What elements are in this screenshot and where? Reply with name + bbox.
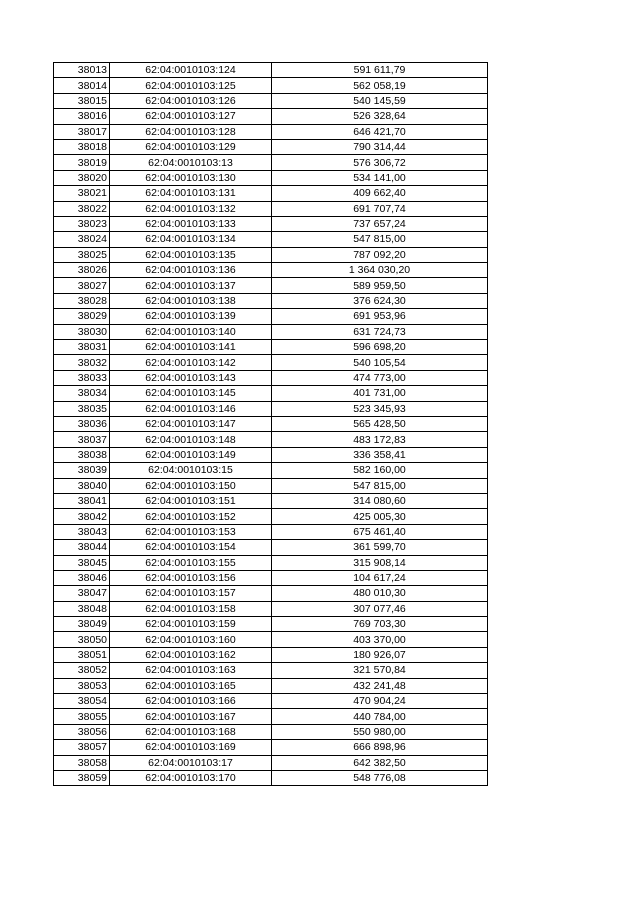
cadastral-number-cell: 62:04:0010103:147 <box>110 416 272 431</box>
cadastral-number-cell: 62:04:0010103:142 <box>110 355 272 370</box>
cadastral-number-cell: 62:04:0010103:151 <box>110 493 272 508</box>
cadastral-number-cell: 62:04:0010103:156 <box>110 570 272 585</box>
cadastral-number-cell: 62:04:0010103:136 <box>110 263 272 278</box>
row-number-cell: 38018 <box>54 139 110 154</box>
cadastral-value-cell: 523 345,93 <box>272 401 488 416</box>
cadastral-value-cell: 540 145,59 <box>272 93 488 108</box>
table-row <box>54 324 488 339</box>
cadastral-value-cell: 321 570,84 <box>272 663 488 678</box>
cadastral-value-cell: 576 306,72 <box>272 155 488 170</box>
document-page <box>53 62 487 786</box>
cadastral-value-cell: 483 172,83 <box>272 432 488 447</box>
cadastral-number-cell: 62:04:0010103:134 <box>110 232 272 247</box>
table-row <box>54 170 488 185</box>
row-number-cell: 38025 <box>54 247 110 262</box>
cadastral-value-cell: 336 358,41 <box>272 447 488 462</box>
cadastral-number-cell: 62:04:0010103:168 <box>110 724 272 739</box>
cadastral-number-cell: 62:04:0010103:166 <box>110 694 272 709</box>
cadastral-value-cell: 401 731,00 <box>272 386 488 401</box>
table-row <box>54 232 488 247</box>
table-row <box>54 186 488 201</box>
row-number-cell: 38044 <box>54 540 110 555</box>
table-row <box>54 540 488 555</box>
cadastral-value-cell: 540 105,54 <box>272 355 488 370</box>
row-number-cell: 38015 <box>54 93 110 108</box>
cadastral-value-cell: 787 092,20 <box>272 247 488 262</box>
cadastral-number-cell: 62:04:0010103:137 <box>110 278 272 293</box>
cadastral-number-cell: 62:04:0010103:124 <box>110 63 272 78</box>
row-number-cell: 38043 <box>54 524 110 539</box>
cadastral-value-cell: 596 698,20 <box>272 340 488 355</box>
row-number-cell: 38017 <box>54 124 110 139</box>
cadastral-value-cell: 550 980,00 <box>272 724 488 739</box>
cadastral-number-cell: 62:04:0010103:148 <box>110 432 272 447</box>
row-number-cell: 38036 <box>54 416 110 431</box>
table-row <box>54 416 488 431</box>
table-row <box>54 93 488 108</box>
cadastral-value-cell: 675 461,40 <box>272 524 488 539</box>
cadastral-number-cell: 62:04:0010103:145 <box>110 386 272 401</box>
cadastral-value-cell: 737 657,24 <box>272 216 488 231</box>
cadastral-number-cell: 62:04:0010103:129 <box>110 139 272 154</box>
row-number-cell: 38035 <box>54 401 110 416</box>
cadastral-number-cell: 62:04:0010103:15 <box>110 463 272 478</box>
row-number-cell: 38053 <box>54 678 110 693</box>
cadastral-value-cell: 440 784,00 <box>272 709 488 724</box>
cadastral-number-cell: 62:04:0010103:155 <box>110 555 272 570</box>
table-row <box>54 263 488 278</box>
row-number-cell: 38038 <box>54 447 110 462</box>
row-number-cell: 38054 <box>54 694 110 709</box>
cadastral-number-cell: 62:04:0010103:162 <box>110 647 272 662</box>
table-row <box>54 663 488 678</box>
cadastral-number-cell: 62:04:0010103:135 <box>110 247 272 262</box>
row-number-cell: 38050 <box>54 632 110 647</box>
table-row <box>54 632 488 647</box>
cadastral-number-cell: 62:04:0010103:152 <box>110 509 272 524</box>
cadastral-value-cell: 470 904,24 <box>272 694 488 709</box>
row-number-cell: 38056 <box>54 724 110 739</box>
cadastral-value-cell: 790 314,44 <box>272 139 488 154</box>
cadastral-value-cell: 1 364 030,20 <box>272 263 488 278</box>
row-number-cell: 38016 <box>54 109 110 124</box>
cadastral-number-cell: 62:04:0010103:159 <box>110 617 272 632</box>
row-number-cell: 38033 <box>54 370 110 385</box>
cadastral-value-cell: 631 724,73 <box>272 324 488 339</box>
row-number-cell: 38055 <box>54 709 110 724</box>
table-row <box>54 370 488 385</box>
cadastral-number-cell: 62:04:0010103:153 <box>110 524 272 539</box>
table-row <box>54 755 488 770</box>
cadastral-value-cell: 104 617,24 <box>272 570 488 585</box>
cadastral-value-cell: 361 599,70 <box>272 540 488 555</box>
table-row <box>54 678 488 693</box>
row-number-cell: 38041 <box>54 493 110 508</box>
cadastral-value-cell: 548 776,08 <box>272 770 488 785</box>
cadastral-number-cell: 62:04:0010103:17 <box>110 755 272 770</box>
cadastral-value-cell: 403 370,00 <box>272 632 488 647</box>
cadastral-number-cell: 62:04:0010103:127 <box>110 109 272 124</box>
cadastral-value-cell: 565 428,50 <box>272 416 488 431</box>
row-number-cell: 38037 <box>54 432 110 447</box>
cadastral-value-cell: 376 624,30 <box>272 293 488 308</box>
cadastral-number-cell: 62:04:0010103:133 <box>110 216 272 231</box>
table-row <box>54 617 488 632</box>
row-number-cell: 38020 <box>54 170 110 185</box>
table-row <box>54 247 488 262</box>
cadastral-value-cell: 315 908,14 <box>272 555 488 570</box>
table-row <box>54 293 488 308</box>
cadastral-value-cell: 180 926,07 <box>272 647 488 662</box>
row-number-cell: 38049 <box>54 617 110 632</box>
cadastral-value-cell: 480 010,30 <box>272 586 488 601</box>
cadastral-number-cell: 62:04:0010103:13 <box>110 155 272 170</box>
row-number-cell: 38039 <box>54 463 110 478</box>
row-number-cell: 38042 <box>54 509 110 524</box>
table-row <box>54 524 488 539</box>
row-number-cell: 38031 <box>54 340 110 355</box>
cadastral-number-cell: 62:04:0010103:130 <box>110 170 272 185</box>
cadastral-value-table <box>53 62 488 786</box>
table-row <box>54 509 488 524</box>
cadastral-value-cell: 646 421,70 <box>272 124 488 139</box>
table-row <box>54 355 488 370</box>
table-row <box>54 647 488 662</box>
cadastral-value-cell: 314 080,60 <box>272 493 488 508</box>
table-row <box>54 586 488 601</box>
cadastral-value-cell: 432 241,48 <box>272 678 488 693</box>
table-row <box>54 278 488 293</box>
cadastral-number-cell: 62:04:0010103:138 <box>110 293 272 308</box>
row-number-cell: 38029 <box>54 309 110 324</box>
cadastral-value-cell: 409 662,40 <box>272 186 488 201</box>
cadastral-value-cell: 547 815,00 <box>272 478 488 493</box>
table-row <box>54 555 488 570</box>
cadastral-value-cell: 589 959,50 <box>272 278 488 293</box>
cadastral-number-cell: 62:04:0010103:143 <box>110 370 272 385</box>
cadastral-number-cell: 62:04:0010103:167 <box>110 709 272 724</box>
cadastral-value-cell: 591 611,79 <box>272 63 488 78</box>
cadastral-number-cell: 62:04:0010103:126 <box>110 93 272 108</box>
cadastral-number-cell: 62:04:0010103:141 <box>110 340 272 355</box>
row-number-cell: 38024 <box>54 232 110 247</box>
cadastral-number-cell: 62:04:0010103:149 <box>110 447 272 462</box>
cadastral-number-cell: 62:04:0010103:150 <box>110 478 272 493</box>
cadastral-value-cell: 666 898,96 <box>272 740 488 755</box>
cadastral-value-cell: 534 141,00 <box>272 170 488 185</box>
table-row <box>54 478 488 493</box>
cadastral-value-cell: 307 077,46 <box>272 601 488 616</box>
row-number-cell: 38051 <box>54 647 110 662</box>
table-row <box>54 216 488 231</box>
cadastral-number-cell: 62:04:0010103:131 <box>110 186 272 201</box>
row-number-cell: 38057 <box>54 740 110 755</box>
table-row <box>54 155 488 170</box>
row-number-cell: 38023 <box>54 216 110 231</box>
table-row <box>54 570 488 585</box>
cadastral-number-cell: 62:04:0010103:128 <box>110 124 272 139</box>
row-number-cell: 38028 <box>54 293 110 308</box>
table-row <box>54 447 488 462</box>
row-number-cell: 38046 <box>54 570 110 585</box>
table-row <box>54 432 488 447</box>
cadastral-number-cell: 62:04:0010103:165 <box>110 678 272 693</box>
row-number-cell: 38014 <box>54 78 110 93</box>
row-number-cell: 38021 <box>54 186 110 201</box>
row-number-cell: 38047 <box>54 586 110 601</box>
table-row <box>54 63 488 78</box>
cadastral-number-cell: 62:04:0010103:146 <box>110 401 272 416</box>
cadastral-value-cell: 691 707,74 <box>272 201 488 216</box>
table-row <box>54 770 488 785</box>
row-number-cell: 38045 <box>54 555 110 570</box>
cadastral-number-cell: 62:04:0010103:125 <box>110 78 272 93</box>
row-number-cell: 38030 <box>54 324 110 339</box>
table-row <box>54 309 488 324</box>
table-row <box>54 201 488 216</box>
cadastral-value-cell: 582 160,00 <box>272 463 488 478</box>
table-row <box>54 109 488 124</box>
row-number-cell: 38019 <box>54 155 110 170</box>
cadastral-number-cell: 62:04:0010103:140 <box>110 324 272 339</box>
cadastral-value-cell: 474 773,00 <box>272 370 488 385</box>
row-number-cell: 38013 <box>54 63 110 78</box>
cadastral-value-cell: 691 953,96 <box>272 309 488 324</box>
table-row <box>54 694 488 709</box>
table-row <box>54 386 488 401</box>
row-number-cell: 38032 <box>54 355 110 370</box>
table-row <box>54 78 488 93</box>
row-number-cell: 38027 <box>54 278 110 293</box>
cadastral-number-cell: 62:04:0010103:170 <box>110 770 272 785</box>
table-row <box>54 709 488 724</box>
row-number-cell: 38058 <box>54 755 110 770</box>
table-row <box>54 139 488 154</box>
row-number-cell: 38052 <box>54 663 110 678</box>
table-row <box>54 124 488 139</box>
cadastral-number-cell: 62:04:0010103:163 <box>110 663 272 678</box>
cadastral-number-cell: 62:04:0010103:139 <box>110 309 272 324</box>
table-row <box>54 740 488 755</box>
cadastral-number-cell: 62:04:0010103:160 <box>110 632 272 647</box>
table-row <box>54 340 488 355</box>
cadastral-value-cell: 769 703,30 <box>272 617 488 632</box>
row-number-cell: 38026 <box>54 263 110 278</box>
row-number-cell: 38034 <box>54 386 110 401</box>
cadastral-value-cell: 547 815,00 <box>272 232 488 247</box>
row-number-cell: 38048 <box>54 601 110 616</box>
cadastral-value-cell: 425 005,30 <box>272 509 488 524</box>
table-row <box>54 401 488 416</box>
cadastral-value-cell: 526 328,64 <box>272 109 488 124</box>
row-number-cell: 38040 <box>54 478 110 493</box>
table-row <box>54 493 488 508</box>
cadastral-number-cell: 62:04:0010103:154 <box>110 540 272 555</box>
table-row <box>54 463 488 478</box>
row-number-cell: 38059 <box>54 770 110 785</box>
cadastral-number-cell: 62:04:0010103:132 <box>110 201 272 216</box>
table-body <box>54 63 488 786</box>
cadastral-number-cell: 62:04:0010103:158 <box>110 601 272 616</box>
cadastral-number-cell: 62:04:0010103:157 <box>110 586 272 601</box>
table-row <box>54 601 488 616</box>
cadastral-number-cell: 62:04:0010103:169 <box>110 740 272 755</box>
cadastral-value-cell: 642 382,50 <box>272 755 488 770</box>
cadastral-value-cell: 562 058,19 <box>272 78 488 93</box>
row-number-cell: 38022 <box>54 201 110 216</box>
table-row <box>54 724 488 739</box>
